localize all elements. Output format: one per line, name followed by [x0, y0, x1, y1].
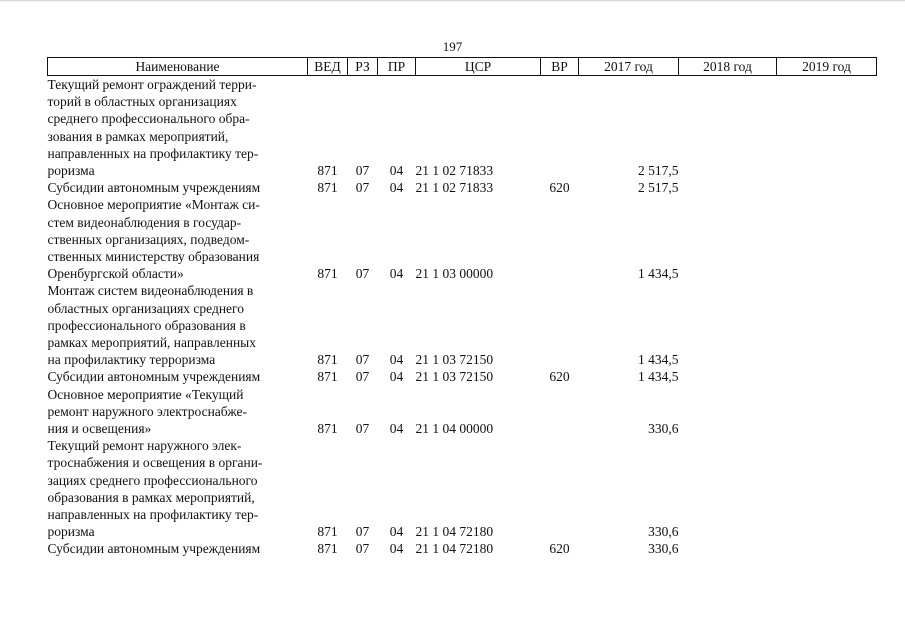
page-number: 197 [442, 39, 463, 54]
cell-csr: 21 1 03 72150 [415, 352, 494, 368]
cell-ved: 871 [317, 524, 338, 540]
name-line: областных организациях среднего [47, 300, 245, 316]
table-row [48, 437, 877, 540]
header-ved: ВЕД [308, 58, 348, 76]
cell-name [48, 368, 308, 385]
name-line: торий в областных организациях [47, 94, 237, 110]
cell-vr [541, 196, 579, 282]
cell-y2018 [679, 76, 777, 180]
cell-y2017: 330,6 [648, 421, 679, 437]
cell-csr: 21 1 04 72180 [415, 524, 494, 540]
name-line: роризма [47, 163, 95, 179]
header-2018: 2018 год [679, 58, 777, 76]
cell-ved: 871 [317, 369, 338, 385]
cell-y2018 [679, 196, 777, 282]
cell-ved: 871 [317, 266, 338, 282]
cell-rz: 07 [355, 541, 370, 557]
cell-y2018 [679, 282, 777, 368]
cell-y2017: 1 434,5 [638, 266, 679, 282]
name-line: рамках мероприятий, направленных [47, 335, 256, 351]
name-line: Текущий ремонт наружного элек- [47, 438, 242, 454]
cell-rz: 07 [355, 421, 370, 437]
name-line: Основное мероприятие «Монтаж си- [47, 197, 260, 213]
cell-y2019 [777, 282, 877, 368]
name-line: Монтаж систем видеонаблюдения в [47, 283, 254, 299]
table-header [48, 58, 877, 76]
cell-pr: 04 [389, 163, 404, 179]
table-body [48, 76, 877, 558]
cell-vr: 620 [549, 369, 570, 385]
name-line: профессионального образования в [47, 317, 246, 333]
cell-vr: 620 [549, 541, 570, 557]
cell-rz: 07 [355, 352, 370, 368]
table-row [48, 76, 877, 180]
name-line: троснабжения и освещения в органи- [47, 455, 263, 471]
name-line: Субсидии автономным учреждениям [47, 180, 261, 196]
header-csr: ЦСР [416, 58, 541, 76]
cell-csr: 21 1 03 72150 [415, 369, 494, 385]
cell-y2017: 1 434,5 [638, 352, 679, 368]
name-line: направленных на профилактику тер- [47, 145, 259, 161]
name-line: ственных организациях, подведом- [47, 231, 250, 247]
cell-csr: 21 1 02 71833 [415, 163, 494, 179]
cell-csr: 21 1 02 71833 [415, 180, 494, 196]
cell-pr: 04 [389, 421, 404, 437]
cell-vr [541, 386, 579, 438]
cell-y2017: 2 517,5 [638, 180, 679, 196]
cell-ved: 871 [317, 352, 338, 368]
table-row [48, 179, 877, 196]
cell-vr: 620 [549, 180, 570, 196]
page-edge [0, 0, 905, 2]
name-line: зациях среднего профессионального [47, 472, 258, 488]
cell-y2019 [777, 540, 877, 557]
table-row [48, 196, 877, 282]
cell-vr [541, 282, 579, 368]
cell-rz: 07 [355, 266, 370, 282]
cell-rz: 07 [355, 180, 370, 196]
cell-y2018 [679, 540, 777, 557]
name-line: Оренбургской области» [47, 266, 184, 282]
cell-ved: 871 [317, 180, 338, 196]
cell-rz: 07 [355, 163, 370, 179]
budget-table [47, 57, 877, 558]
cell-rz: 07 [355, 369, 370, 385]
cell-ved: 871 [317, 541, 338, 557]
cell-name [48, 179, 308, 196]
table-row [48, 540, 877, 557]
cell-vr [541, 437, 579, 540]
name-line: стем видеонаблюдения в государ- [47, 214, 242, 230]
cell-name [48, 540, 308, 557]
cell-y2017: 330,6 [648, 541, 679, 557]
name-line: зования в рамках мероприятий, [47, 128, 229, 144]
cell-y2018 [679, 179, 777, 196]
header-name: Наименование [48, 58, 308, 76]
name-line: роризма [47, 524, 95, 540]
header-vr: ВР [541, 58, 579, 76]
cell-pr: 04 [389, 180, 404, 196]
cell-csr: 21 1 03 00000 [415, 266, 494, 282]
cell-csr: 21 1 04 00000 [415, 421, 494, 437]
cell-name [48, 386, 308, 438]
header-rz: РЗ [348, 58, 378, 76]
cell-vr [541, 76, 579, 180]
cell-name [48, 76, 308, 180]
cell-y2017: 1 434,5 [638, 369, 679, 385]
cell-ved: 871 [317, 163, 338, 179]
name-line: направленных на профилактику тер- [47, 507, 259, 523]
cell-pr: 04 [389, 352, 404, 368]
cell-ved: 871 [317, 421, 338, 437]
table-row [48, 282, 877, 368]
cell-name [48, 437, 308, 540]
name-line: образования в рамках мероприятий, [47, 489, 255, 505]
name-line: ремонт наружного электроснабже- [47, 403, 247, 419]
name-line: Основное мероприятие «Текущий [47, 386, 244, 402]
name-line: среднего профессионального обра- [47, 111, 250, 127]
header-2017: 2017 год [579, 58, 679, 76]
name-line: ственных министерству образования [47, 249, 260, 265]
table-row [48, 386, 877, 438]
name-line: Субсидии автономным учреждениям [47, 369, 261, 385]
cell-y2019 [777, 179, 877, 196]
cell-y2017: 330,6 [648, 524, 679, 540]
name-line: Текущий ремонт ограждений терри- [47, 77, 257, 92]
cell-pr: 04 [389, 541, 404, 557]
name-line: на профилактику терроризма [47, 352, 216, 368]
header-2019: 2019 год [777, 58, 877, 76]
cell-y2019 [777, 196, 877, 282]
cell-y2018 [679, 437, 777, 540]
cell-pr: 04 [389, 369, 404, 385]
cell-rz: 07 [355, 524, 370, 540]
cell-y2018 [679, 386, 777, 438]
name-line: ния и освещения» [47, 421, 152, 437]
cell-name [48, 282, 308, 368]
cell-y2019 [777, 386, 877, 438]
header-pr: ПР [378, 58, 416, 76]
table-row [48, 368, 877, 385]
cell-y2019 [777, 368, 877, 385]
cell-name [48, 196, 308, 282]
cell-y2018 [679, 368, 777, 385]
cell-y2019 [777, 437, 877, 540]
cell-y2019 [777, 76, 877, 180]
cell-csr: 21 1 04 72180 [415, 541, 494, 557]
cell-y2017: 2 517,5 [638, 163, 679, 179]
cell-pr: 04 [389, 524, 404, 540]
name-line: Субсидии автономным учреждениям [47, 541, 261, 557]
cell-pr: 04 [389, 266, 404, 282]
